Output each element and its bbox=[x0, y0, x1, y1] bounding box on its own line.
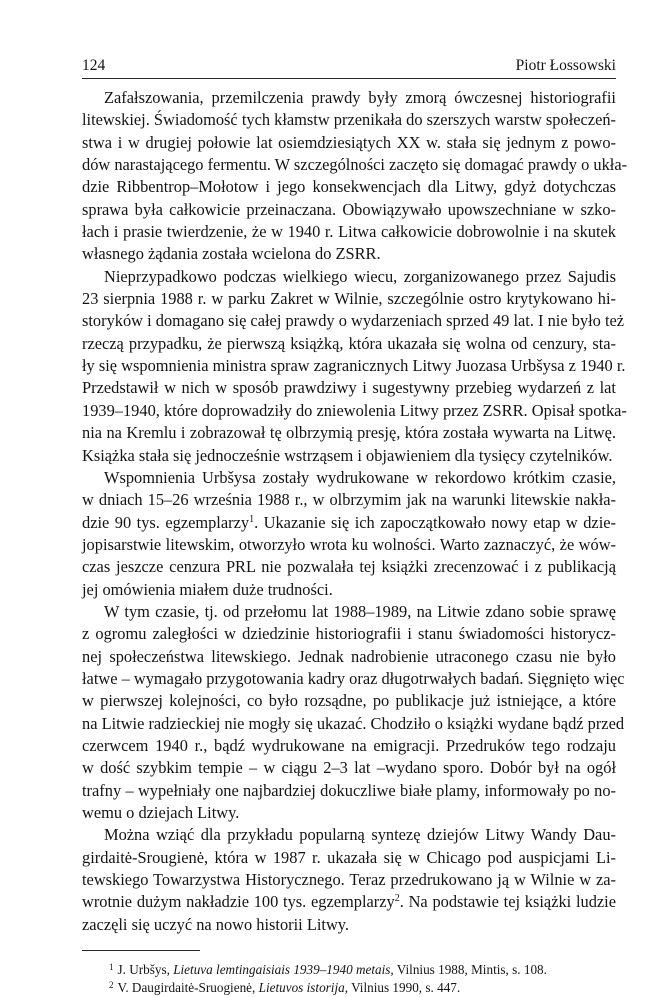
footnote-number: 2 bbox=[109, 980, 114, 991]
text-line: W tym czasie, tj. od przełomu lat 1988–1989, na Litwie zdano sobie sprawę bbox=[104, 601, 616, 621]
text-line: w pierwszej kolejności, co było rozsądne, po publikacje już istniejące, a które bbox=[82, 691, 616, 711]
footnote-ref-1[interactable]: 1 bbox=[249, 513, 255, 525]
text-line: na Litwie radzieckiej nie mogły się ukazać. Chodziło o książki wydane bądź przed bbox=[82, 713, 625, 733]
paragraph bbox=[82, 87, 628, 266]
text-line: ły się wspomnienia ministra spraw zagranicznych Litwy Juozasa Urbšysa z 1940 r. bbox=[82, 356, 626, 376]
text-fragment: . Na podstawie tej książki ludzie bbox=[399, 892, 617, 912]
text-line: Nieprzypadkowo podczas wielkiego wiecu, zorganizowanego przez Sajudis bbox=[104, 266, 616, 286]
text-line: w dniach 15–26 września 1988 r., w olbrzymim jak na warunki litewskie nakła- bbox=[82, 490, 616, 510]
text-line: sprawa była całkowicie przeinaczana. Obowiązywało upowszechniane w szko- bbox=[82, 199, 616, 219]
footnote-number: 1 bbox=[109, 962, 114, 973]
footnote-1 bbox=[82, 961, 616, 979]
footnote-details: Vilnius 1990, s. 447. bbox=[348, 980, 461, 996]
running-head bbox=[82, 56, 616, 79]
footnote-author: V. Daugirdaitė-Sruogienė, bbox=[117, 980, 259, 996]
text-line: w dość szybkim tempie – w ciągu 2–3 lat –wydano sporo. Dobór był na ogół bbox=[82, 758, 616, 778]
text-line: litewskiej. Świadomość tych kłamstw przenikała do szerszych warstw społeczeń- bbox=[82, 110, 616, 130]
footnotes bbox=[82, 961, 616, 997]
text-line: jej omówienia miałem duże trudności. bbox=[82, 579, 333, 599]
page-number: 124 bbox=[82, 57, 106, 74]
text-line: 1939–1940, które doprowadziły do zniewolenia Litwy przez ZSRR. Opisał spotka- bbox=[82, 400, 627, 420]
footnote-author: J. Urbšys, bbox=[117, 962, 174, 978]
text-line: z ogromu zaległości w dziedzinie historiografii i stanu świadomości historycz- bbox=[82, 624, 616, 644]
text-fragment: dzie 90 tys. egzemplarzy bbox=[82, 512, 250, 532]
text-line: czas jeszcze cenzura PRL nie pozwalała tej książki zrecenzować i z publikacją bbox=[82, 557, 616, 577]
text-fragment: . Ukazanie się ich zapoczątkowało nowy etap w dzie- bbox=[254, 512, 616, 532]
text-line: dów narastającego fermentu. W szczególności zaczęto się domagać prawdy o ukła- bbox=[82, 155, 628, 175]
text-line: rzeczą przypadku, że pierwszą książką, która ukazała się wolna od cenzury, sta- bbox=[82, 333, 616, 353]
footnote-title: Lietuvos istorija, bbox=[258, 980, 349, 996]
text-line-with-note bbox=[82, 512, 616, 534]
text-line: łach i prasie twierdzenie, że w 1940 r. Litwa całkowicie dobrowolnie i na skutek bbox=[82, 222, 616, 242]
footnote-title: Lietuva lemtingaisiais 1939–1940 metais, bbox=[173, 962, 394, 978]
text-fragment: wrotnie dużym nakładzie 100 tys. egzemplarzy bbox=[82, 892, 395, 912]
text-line: Książka stała się jednocześnie wstrząsem i objawieniem dla tysięcy czytelników. bbox=[82, 445, 613, 465]
text-line: własnego żądania została wcielona do ZSRR. bbox=[82, 244, 381, 264]
text-line: wemu o dziejach Litwy. bbox=[82, 803, 240, 822]
paragraph bbox=[82, 266, 627, 467]
text-line: jopisarstwie litewskim, otworzyło wrota ku wolności. Warto zaznaczyć, że wów- bbox=[82, 534, 616, 554]
running-head-author: Piotr Łossowski bbox=[515, 57, 616, 74]
text-line: Można wziąć dla przykładu popularną syntezę dziejów Litwy Wandy Dau- bbox=[104, 825, 616, 845]
text-line: trafny – wypełniały one najbardziej dokuczliwe białe plamy, informowały po no- bbox=[82, 780, 616, 800]
footnote-separator bbox=[82, 950, 200, 951]
text-line: tewskiego Towarzystwa Historycznego. Teraz przedrukowano ją w Wilnie w za- bbox=[82, 870, 616, 890]
text-line: czerwcem 1940 r., bądź wydrukowane na emigracji. Przedruków tego rodzaju bbox=[82, 735, 616, 755]
text-line: nej społeczeństwa litewskiego. Jednak nadrobienie utraconego czasu nie było bbox=[82, 646, 616, 666]
paragraph bbox=[82, 824, 616, 936]
text-line: girdaitė-Srougienė, która w 1987 r. ukazała się w Chicago pod auspicjami Li- bbox=[82, 847, 616, 867]
text-line: łatwe – wymagało przygotowania kadry oraz długotrwałych badań. Sięgnięto więc bbox=[82, 668, 625, 688]
text-line: storyków i domagano się całej prawdy o wydarzeniach sprzed 49 lat. I nie było też bbox=[82, 311, 625, 331]
book-page bbox=[82, 56, 628, 997]
text-line: Zafałszowania, przemilczenia prawdy były zmorą ówczesnej historiografii bbox=[104, 88, 616, 107]
text-line: Przedstawił w nich w sposób prawdziwy i sugestywny przebieg wydarzeń z lat bbox=[82, 378, 616, 398]
text-line: 23 sierpnia 1988 r. w parku Zakret w Wilnie, szczególnie ostro krytykowano hi- bbox=[82, 289, 616, 309]
text-line: stwa i w drugiej połowie lat osiemdziesiątych XX w. stała się jednym z powo- bbox=[82, 132, 616, 152]
footnote-ref-2[interactable]: 2 bbox=[394, 893, 400, 905]
main-text bbox=[82, 87, 628, 936]
text-line: dzie Ribbentrop–Mołotow i jego konsekwencjach dla Litwy, gdyż dotychczas bbox=[82, 177, 616, 197]
text-line: zaczęli się uczyć na nowo historii Litwy. bbox=[82, 914, 350, 934]
text-line: nia na Kremlu i zobrazował tę olbrzymią presję, która została wywarta na Litwę. bbox=[82, 423, 616, 443]
text-line: Wspomnienia Urbšysa zostały wydrukowane w rekordowo krótkim czasie, bbox=[104, 467, 616, 487]
footnote-details: Vilnius 1988, Mintis, s. 108. bbox=[393, 962, 547, 978]
paragraph bbox=[82, 601, 625, 824]
paragraph bbox=[82, 467, 616, 601]
text-line-with-note bbox=[82, 891, 616, 913]
